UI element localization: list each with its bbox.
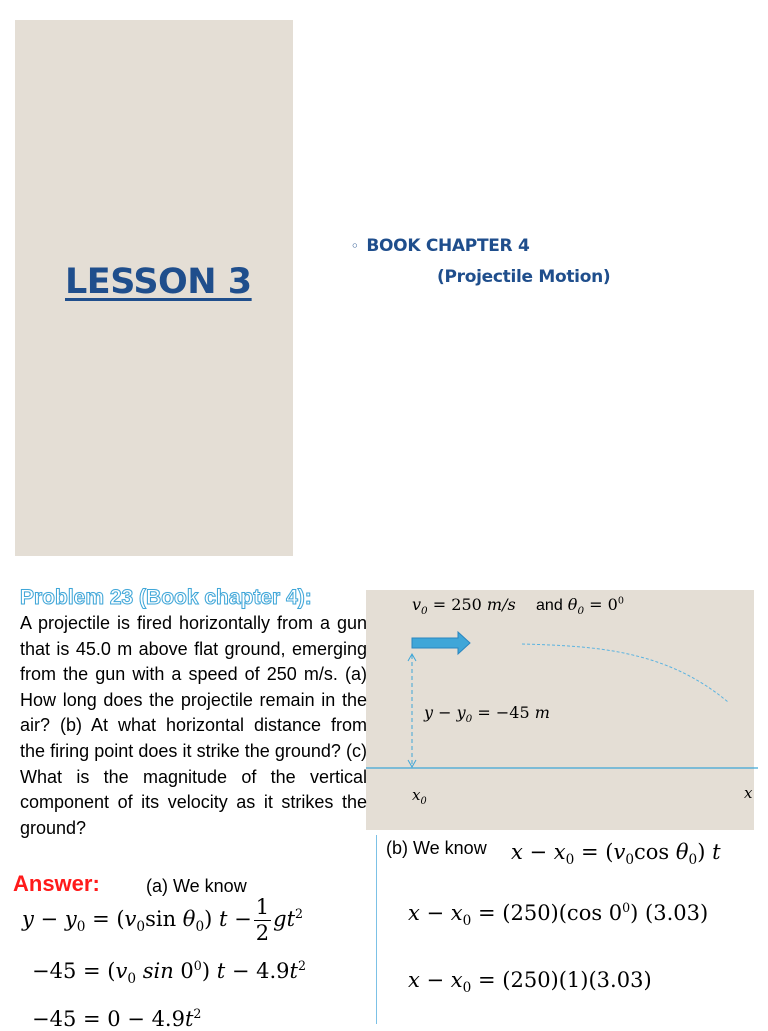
problem-text: A projectile is fired horizontally from a gun that is 45.0 m above flat ground, emerging from the gun with a speed of 250 m/s. (a) How long does the projectile remain in the air? (b) At what horizontal distance from the firing point does it strike the ground? (c) What is the magnitude of the vertical component of its velocity as it strikes the ground? bbox=[20, 613, 367, 838]
problem-heading: Problem 23 (Book chapter 4): bbox=[20, 586, 312, 609]
chapter-bullet-text: BOOK CHAPTER 4 bbox=[366, 236, 530, 256]
and-text: and bbox=[536, 597, 563, 614]
answer-label: Answer: bbox=[13, 871, 100, 896]
equation-a3: $-45 = 0 - 4.9t^2$ bbox=[32, 1006, 202, 1031]
chapter-subtitle: (Projectile Motion) bbox=[437, 267, 611, 287]
equation-b2: $x - x_0 = (250)(\cos$ $0^0$) (3.03) bbox=[408, 900, 709, 930]
trajectory-curve bbox=[522, 644, 728, 702]
lesson-title: LESSON 3 bbox=[65, 262, 252, 302]
chapter-bullet bbox=[351, 236, 530, 256]
initial-conditions-label: $v_0 = 250$ m/s and $\theta_0 = 0^0$ bbox=[412, 595, 624, 618]
x-axis-label: x bbox=[744, 784, 753, 802]
part-b-label: (b) We know bbox=[386, 838, 487, 858]
equation-b3: $x - x_0 = (250)(1)(3.03)$ bbox=[408, 968, 652, 997]
height-label: $y - y_0 = -45$ m bbox=[424, 703, 550, 726]
part-a-label: (a) We know bbox=[146, 876, 247, 896]
x0-label: $x_0$ bbox=[412, 786, 427, 807]
column-divider bbox=[376, 835, 377, 1024]
bullet-icon: ◦ bbox=[351, 239, 359, 253]
equation-b1: $x - x_0 = (v_0\cos$ $\theta_0$) t bbox=[511, 840, 721, 869]
equation-a2: $-45 = (v_0$ $\sin 0^0$) $t - 4.9t^2$ bbox=[32, 958, 306, 988]
velocity-arrow-icon bbox=[412, 632, 470, 654]
equation-a1: $y - y_0 = (v_0\sin$ $\theta_0$) t − $\frac{1}{2}$ $gt^2$ bbox=[22, 895, 304, 945]
